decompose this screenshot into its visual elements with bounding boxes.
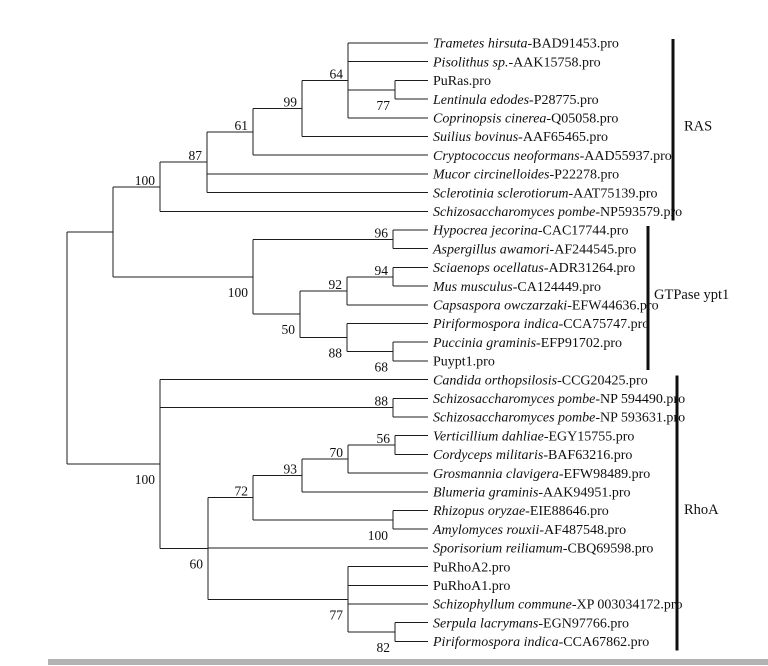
- leaf-label: PuRas.pro: [433, 74, 491, 90]
- leaf-label: Serpula lacrymans-EGN97766.pro: [433, 616, 629, 632]
- leaf-label: Schizosaccharomyces pombe-NP 594490.pro: [433, 392, 686, 407]
- leaf-label: Piriformospora indica-CCA67862.pro: [433, 635, 650, 651]
- bootstrap-label: 92: [328, 276, 342, 292]
- leaf-label: Cordyceps militaris-BAF63216.pro: [433, 448, 633, 464]
- leaf-label: Sciaenops ocellatus-ADR31264.pro: [433, 261, 636, 277]
- bootstrap-label: 70: [329, 445, 343, 461]
- leaf-label: PuRhoA2.pro: [433, 560, 511, 576]
- bootstrap-label: 87: [188, 148, 202, 164]
- leaf-label: Schizophyllum commune-XP 003034172.pro: [433, 597, 683, 613]
- bootstrap-label: 96: [374, 225, 388, 241]
- bootstrap-label: 77: [329, 607, 343, 623]
- bottom-gray-strip: [48, 659, 768, 665]
- leaf-label: Piriformospora indica-CCA75747.pro: [433, 317, 650, 333]
- bootstrap-label: 72: [234, 483, 248, 499]
- leaf-label: Aspergillus awamori-AF244545.pro: [433, 242, 637, 258]
- bootstrap-label: 94: [374, 262, 388, 278]
- group-label: GTPase ypt1: [654, 286, 730, 303]
- bootstrap-label: 82: [376, 640, 390, 656]
- leaf-label: Sporisorium reiliamum-CBQ69598.pro: [433, 541, 654, 557]
- leaf-label: Rhizopus oryzae-EIE88646.pro: [433, 504, 609, 520]
- bootstrap-label: 88: [374, 393, 388, 409]
- leaf-label: Verticillium dahliae-EGY15755.pro: [433, 429, 635, 445]
- leaf-label: Schizosaccharomyces pombe-NP 593631.pro: [433, 410, 686, 426]
- bootstrap-label: 64: [329, 66, 343, 82]
- bootstrap-label: 100: [227, 284, 248, 300]
- group-label: RhoA: [684, 502, 719, 518]
- leaf-label: Sclerotinia sclerotiorum-AAT75139.pro: [433, 186, 658, 202]
- bootstrap-label: 77: [376, 97, 390, 113]
- leaf-label: Blumeria graminis-AAK94951.pro: [433, 485, 631, 501]
- bootstrap-label: 100: [134, 172, 155, 188]
- leaf-label: Pisolithus sp.-AAK15758.pro: [433, 55, 601, 71]
- bootstrap-label: 93: [283, 461, 297, 477]
- bootstrap-label: 100: [367, 527, 388, 543]
- leaf-label: Suilius bovinus-AAF65465.pro: [433, 130, 609, 146]
- leaf-label: Amylomyces rouxii-AF487548.pro: [433, 522, 627, 538]
- leaf-label: Cryptococcus neoformans-AAD55937.pro: [433, 148, 672, 164]
- bootstrap-label: 88: [328, 345, 342, 361]
- bootstrap-label: 50: [281, 322, 295, 338]
- leaf-label: Candida orthopsilosis-CCG20425.pro: [433, 373, 648, 389]
- leaf-label: PuRhoA1.pro: [433, 579, 511, 594]
- leaf-label: Puccinia graminis-EFP91702.pro: [433, 335, 622, 351]
- bootstrap-label: 60: [189, 556, 203, 572]
- leaf-label: Schizosaccharomyces pombe-NP593579.pro: [433, 205, 683, 220]
- leaf-label: Mus musculus-CA124449.pro: [433, 279, 602, 295]
- leaf-label: Trametes hirsuta-BAD91453.pro: [433, 36, 619, 52]
- leaf-label: Hypocrea jecorina-CAC17744.pro: [433, 223, 629, 239]
- group-label: RAS: [684, 118, 713, 135]
- leaf-label: Coprinopsis cinerea-Q05058.pro: [433, 111, 619, 127]
- leaf-label: Puypt1.pro: [433, 354, 495, 370]
- bootstrap-label: 61: [234, 117, 248, 133]
- bootstrap-label: 100: [134, 472, 155, 488]
- bootstrap-label: 99: [283, 94, 297, 110]
- leaf-label: Capsaspora owczarzaki-EFW44636.pro: [433, 298, 659, 314]
- bootstrap-label: 56: [376, 431, 390, 447]
- leaf-label: Mucor circinelloides-P22278.pro: [433, 167, 620, 183]
- leaf-label: Grosmannia clavigera-EFW98489.pro: [433, 466, 651, 482]
- leaf-label: Lentinula edodes-P28775.pro: [433, 92, 599, 108]
- bootstrap-label: 68: [374, 359, 388, 375]
